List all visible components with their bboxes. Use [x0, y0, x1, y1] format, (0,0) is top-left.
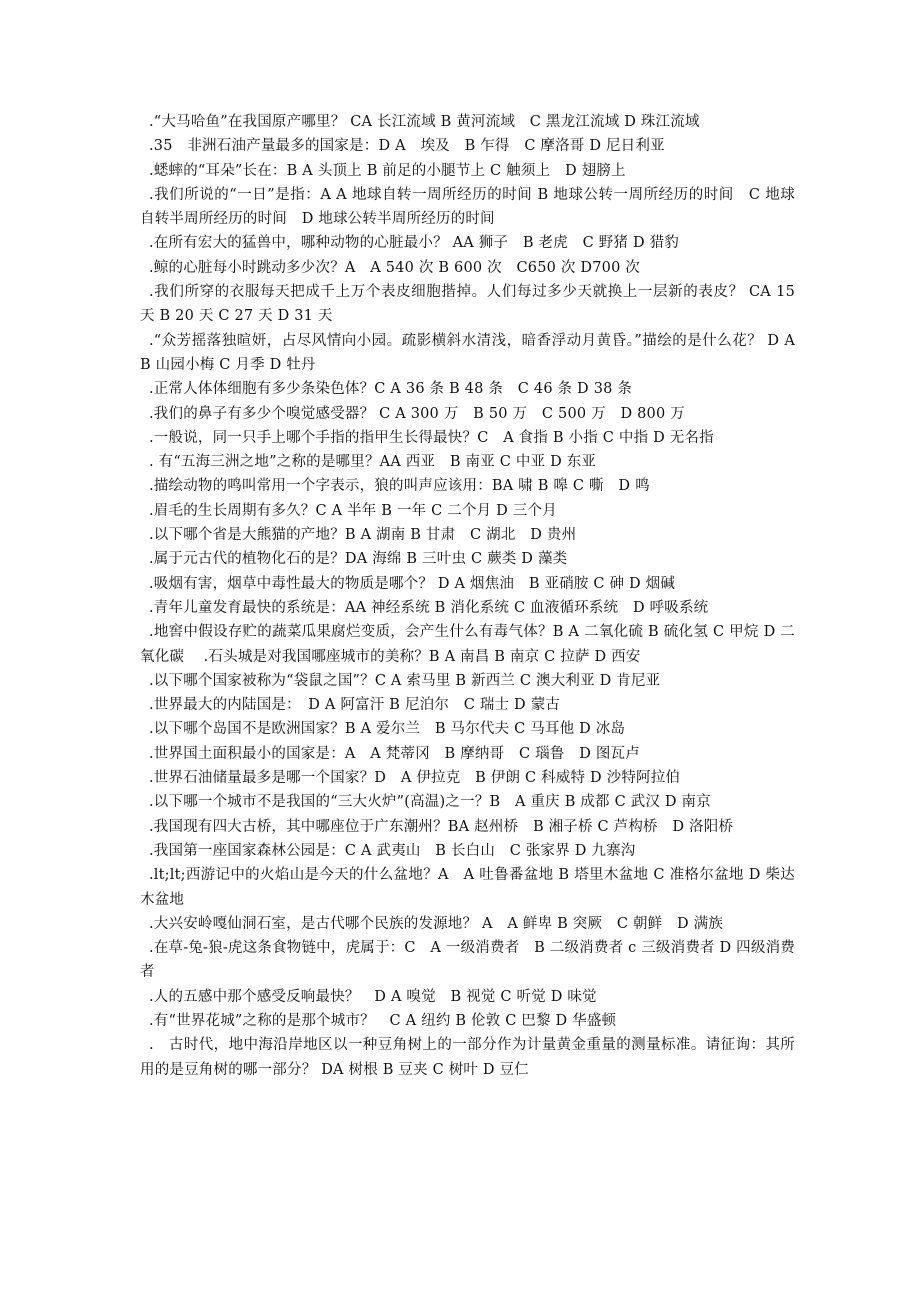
- question-item: .吸烟有害，烟草中毒性最大的物质是哪个？ D A 烟焦油 B 亚硝胺 C 砷 D 烟碱: [149, 575, 676, 592]
- question-item: .世界石油储量最多是哪一个国家？D A 伊拉克 B 伊朗 C 科威特 D 沙特阿拉伯: [149, 770, 681, 787]
- question-item: .“大马哈鱼”在我国原产哪里？ CA 长江流域 B 黄河流域 C 黑龙江流域 D 珠江流域: [149, 114, 700, 130]
- question-item: .鲸的心脏每小时跳动多少次？A A 540 次 B 600 次 C650 次 D700 次: [149, 259, 641, 276]
- question-item: .以下哪个省是大熊猫的产地？B A 湖南 B 甘肃 C 湖北 D 贵州: [149, 527, 577, 544]
- question-item: .在草-兔-狼-虎这条食物链中，虎属于：C A 一级消费者 B 二级消费者 c 三级消费者 D 四级消费者: [140, 940, 795, 981]
- question-item: .“众芳摇落独暄妍，占尽风情向小园。疏影横斜水清浅，暗香浮动月黄昏。”描绘的是什么花？ D A B 山园小梅 C 月季 D 牡丹: [140, 332, 795, 373]
- question-item: .我们所穿的衣服每天把成千上万个表皮细胞揩掉。人们每过多少天就换上一层新的表皮？ CA 15 天 B 20 天 C 27 天 D 31 天: [140, 284, 795, 325]
- question-item: .青年儿童发育最快的系统是：AA 神经系统 B 消化系统 C 血液循环系统 D 呼吸系统: [149, 599, 709, 616]
- question-item: .世界最大的内陆国是： D A 阿富汗 B 尼泊尔 C 瑞士 D 蒙古: [149, 697, 561, 714]
- question-item: .我们的鼻子有多少个嗅觉感受器？ C A 300 万 B 50 万 C 500 万 D 800 万: [149, 405, 685, 422]
- question-item: .人的五感中那个感受反响最快？ D A 嗅觉 B 视觉 C 听觉 D 味觉: [149, 988, 597, 1005]
- question-item: .35 非洲石油产量最多的国家是：D A 埃及 B 乍得 C 摩洛哥 D 尼日利亚: [149, 138, 665, 155]
- question-item: . 古时代，地中海沿岸地区以一种豆角树上的一部分作为计量黄金重量的测量标准。请征询：其所用的是豆角树的哪一部分？ DA 树根 B 豆夹 C 树叶 D 豆仁: [140, 1037, 795, 1078]
- question-item: .眉毛的生长周期有多久？C A 半年 B 一年 C 二个月 D 三个月: [149, 502, 557, 519]
- question-item: .lt;lt;西游记中的火焰山是今天的什么盆地？A A 吐鲁番盆地 B 塔里木盆地 C 准格尔盆地 D 柴达木盆地: [140, 867, 795, 908]
- question-item: .一般说，同一只手上哪个手指的指甲生长得最快？C A 食指 B 小指 C 中指 D 无名指: [149, 429, 714, 446]
- question-item: .以下哪一个城市不是我国的“三大火炉”(高温)之一？B A 重庆 B 成都 C 武汉 D 南京: [149, 794, 711, 811]
- question-item: .蟋蟀的“耳朵”长在：B A 头顶上 B 前足的小腿节上 C 触须上 D 翅膀上: [149, 162, 626, 179]
- question-item: .描绘动物的鸣叫常用一个字表示，狼的叫声应该用：BA 啸 B 嗥 C 嘶 D 鸣: [149, 478, 650, 495]
- question-item: .正常人体体细胞有多少条染色体？C A 36 条 B 48 条 C 46 条 D 38 条: [149, 381, 633, 398]
- question-item: .以下哪个岛国不是欧洲国家？B A 爱尔兰 B 马尔代夫 C 马耳他 D 冰岛: [149, 721, 626, 738]
- question-item: .我国现有四大古桥，其中哪座位于广东潮州？BA 赵州桥 B 湘子桥 C 芦构桥 D 洛阳桥: [149, 818, 734, 835]
- question-item: . 有“五海三洲之地”之称的是哪里？AA 西亚 B 南亚 C 中亚 D 东亚: [149, 454, 597, 471]
- question-item: .世界国土面积最小的国家是：A A 梵蒂冈 B 摩纳哥 C 瑙鲁 D 图瓦卢: [149, 745, 640, 762]
- question-item: .有“世界花城”之称的是那个城市？ C A 纽约 B 伦敦 C 巴黎 D 华盛顿: [149, 1012, 617, 1029]
- question-item: .我国第一座国家森林公园是：C A 武夷山 B 长白山 C 张家界 D 九寨沟: [149, 842, 636, 859]
- question-list: [140, 110, 795, 1082]
- question-item: .在所有宏大的猛兽中，哪种动物的心脏最小？ AA 狮子 B 老虎 C 野猪 D 猎豹: [149, 235, 679, 252]
- question-item: .大兴安岭嘎仙洞石室，是古代哪个民族的发源地？ A A 鲜卑 B 突厥 C 朝鲜 D 满族: [149, 915, 724, 932]
- question-item: .我们所说的“一日”是指：A A 地球自转一周所经历的时间 B 地球公转一周所经历的时间 C 地球自转半周所经历的时间 D 地球公转半周所经历的时间: [140, 186, 795, 228]
- question-item: .地窖中假设存贮的蔬菜瓜果腐烂变质，会产生什么有毒气体？B A 二氧化硫 B 硫化氢 C 甲烷 D 二氧化碳 .石头城是对我国哪座城市的美称？B A 南昌 B 南京 C 拉萨 D 西安: [140, 624, 795, 665]
- question-item: .属于元古代的植物化石的是？DA 海绵 B 三叶虫 C 蕨类 D 藻类: [149, 551, 568, 568]
- question-item: .以下哪个国家被称为“袋鼠之国”？C A 索马里 B 新西兰 C 澳大利亚 D 肯尼亚: [149, 672, 661, 689]
